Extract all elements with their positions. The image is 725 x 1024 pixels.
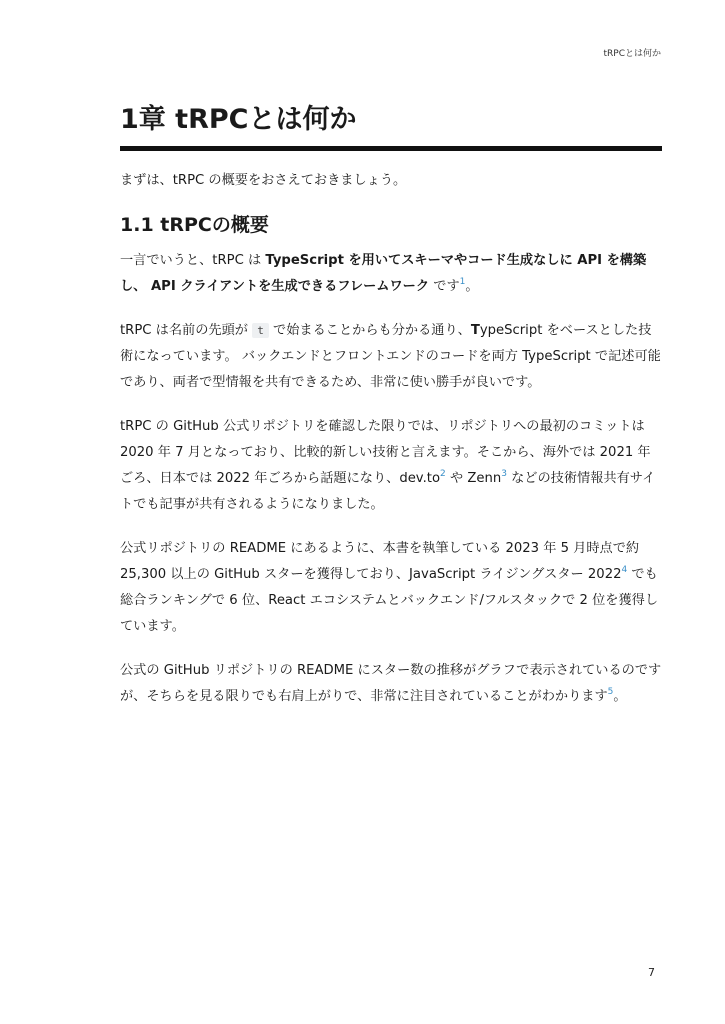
p3-text-2: や Zenn <box>445 471 502 486</box>
p2-text-3: ypeScript をベースとした技術になっています。 バックエンドとフロントエンドのコードを両方 TypeScript で記述可能であり、両者で型情報を共有できるため、非常に使い勝手が良いです。 <box>120 323 661 390</box>
p1-text-1: 一言でいうと、tRPC は <box>120 253 266 268</box>
footnote-ref-1[interactable]: 1 <box>459 277 466 287</box>
p2-text-2: で始まることからも分かる通り、 <box>268 323 471 338</box>
p4-text-1: 公式リポジトリの README にあるように、本書を執筆している 2023 年 5 月時点で約 25,300 以上の GitHub スターを獲得しており、JavaScript ライジングスター 2022 <box>120 541 640 582</box>
p2-text-1: tRPC は名前の先頭が <box>120 323 253 338</box>
inline-code-t: t <box>252 323 269 338</box>
footnote-ref-3[interactable]: 3 <box>501 469 507 479</box>
p4-text-2: でも総合ランキングで 6 位、React エコシステムとバックエンド/フルスタックで 2 位を獲得しています。 <box>120 567 659 634</box>
p1-text-2: です <box>429 279 460 294</box>
paragraph-3 <box>120 414 662 518</box>
chapter-intro: まずは、tRPC の概要をおさえておきましょう。 <box>120 173 407 188</box>
footnote-ref-4[interactable]: 4 <box>621 565 628 575</box>
p1-text-3: 。 <box>465 279 479 294</box>
p2-bold-letter: T <box>470 323 480 338</box>
paragraph-2 <box>120 318 662 396</box>
footnote-ref-2[interactable]: 2 <box>440 469 446 479</box>
running-head: tRPCとは何か <box>603 49 661 59</box>
paragraph-1 <box>120 248 662 300</box>
footnote-ref-5[interactable]: 5 <box>607 687 614 697</box>
page-number: 7 <box>648 966 655 979</box>
paragraph-4 <box>120 536 662 640</box>
main-content <box>120 168 662 728</box>
paragraph-5 <box>120 658 662 710</box>
p1-bold-text: TypeScript を用いてスキーマやコード生成なしに API を構築し、 API クライアントを生成できるフレームワーク <box>120 253 647 294</box>
p5-text-1: 公式の GitHub リポジトリの README にスター数の推移がグラフで表示されているのですが、そちらを見る限りでも右肩上がりで、非常に注目されていることがわかります <box>120 663 662 704</box>
chapter-title: 1章 tRPCとは何か <box>120 100 662 151</box>
p3-text-1: tRPC の GitHub 公式リポジトリを確認した限りでは、リポジトリへの最初のコミットは 2020 年 7 月となっており、比較的新しい技術と言えます。そこから、海外では 2021 年ごろ、日本では 2022 年ごろから話題になり、dev.to <box>120 419 651 486</box>
p5-text-2: 。 <box>613 689 627 704</box>
p3-text-3: などの技術情報共有サイトでも記事が共有されるようになりました。 <box>120 471 656 512</box>
section-title: 1.1 tRPCの概要 <box>120 214 269 236</box>
